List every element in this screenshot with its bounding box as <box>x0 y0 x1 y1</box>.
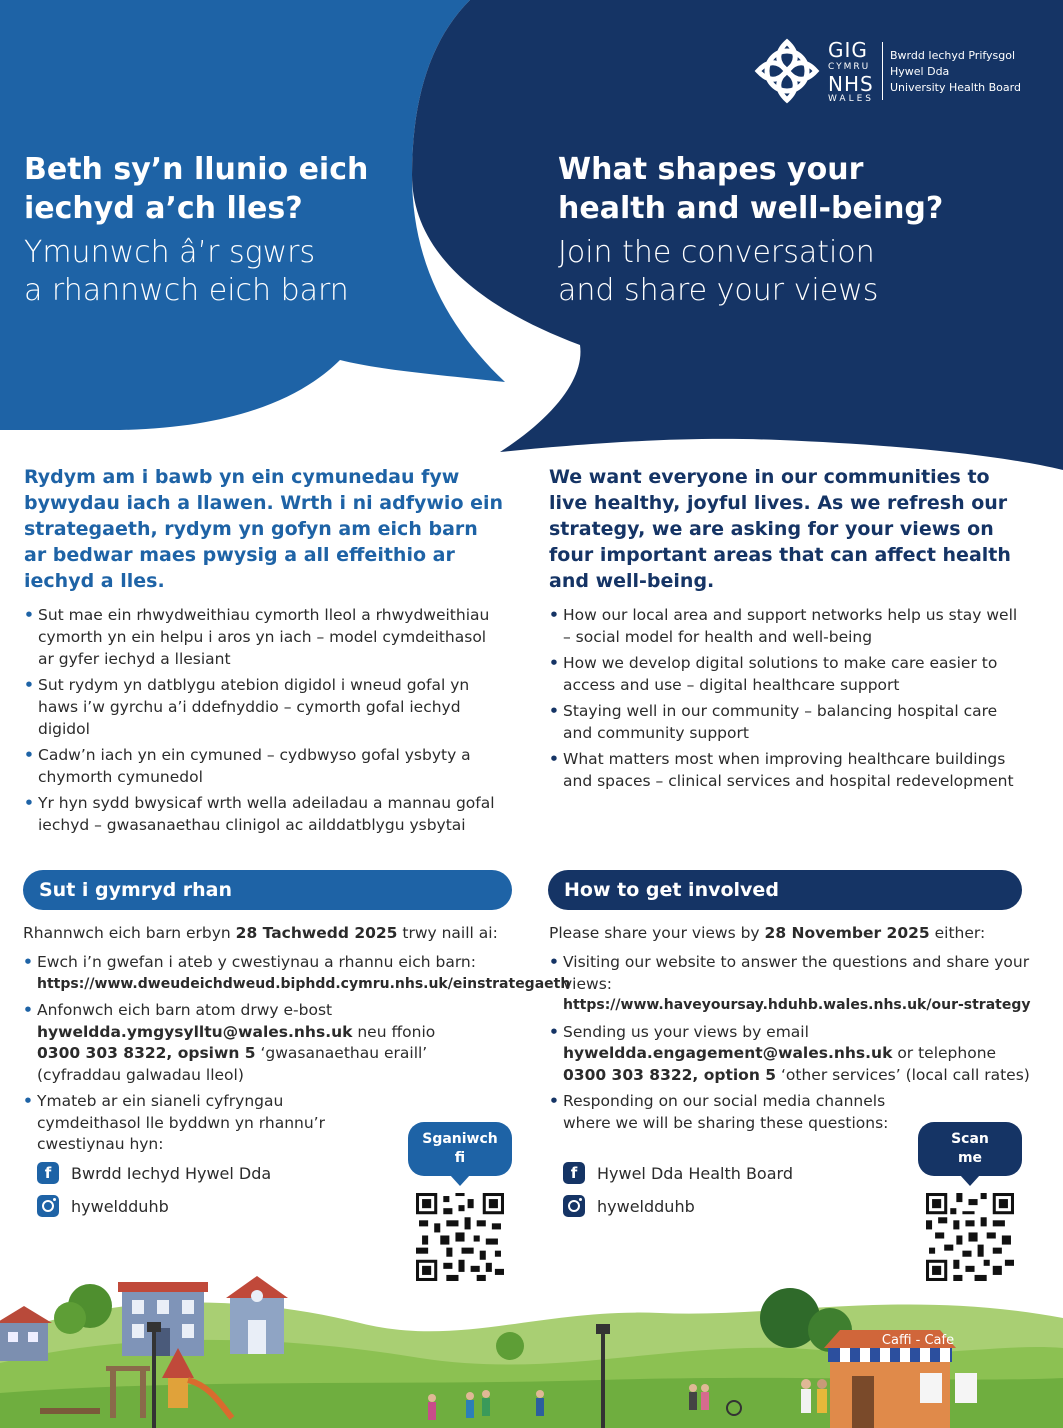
celtic-knot-icon <box>752 36 822 106</box>
focus-area-item: • Sut mae ein rhwydweithiau cymorth lleol a rhwydweithiau cymorth yn ein helpu i aros yn iach – model cymdeithasol ar gyfer iechyd a llesiant <box>24 604 504 670</box>
way-email <box>549 1022 1039 1087</box>
instagram-icon <box>37 1195 59 1217</box>
phone-number[interactable]: 0300 303 8322, option 5 <box>563 1065 777 1084</box>
focus-area-item: • Cadw’n iach yn ein cymuned – cydbwyso gofal ysbyty a chymorth cymunedol <box>24 744 504 788</box>
board-line: Bwrdd Iechyd Prifysgol <box>890 49 1016 62</box>
house-left <box>0 1306 52 1361</box>
welsh-title <box>24 150 384 228</box>
way-social <box>23 1091 353 1156</box>
subtitle-line: and share your views <box>558 273 879 308</box>
email-link[interactable]: hyweldda.ymgysylltu@wales.nhs.uk <box>37 1022 353 1041</box>
welsh-scan-bubble <box>408 1122 512 1176</box>
welsh-instagram-link[interactable] <box>37 1193 169 1219</box>
focus-area-item: • Staying well in our community – balancing hospital care and community support <box>549 700 1029 744</box>
way-text: • Responding on our social media channels where we will be sharing these questions: <box>563 1092 889 1132</box>
logo-wales: WALES <box>828 94 874 104</box>
community-illustration <box>0 1268 1063 1428</box>
lead-text: Rhannwch eich barn erbyn <box>23 924 236 942</box>
focus-area-item: • How our local area and support networks help us stay well – social model for health and well-being <box>549 604 1029 648</box>
way-text: • Anfonwch eich barn atom drwy e-bost <box>37 1001 333 1019</box>
lead-text: either: <box>929 924 986 942</box>
house-blue <box>118 1282 208 1356</box>
deadline-date: 28 November 2025 <box>764 924 930 942</box>
lead-text: trwy naill ai: <box>397 924 498 942</box>
subtitle-line: Ymunwch â’r sgwrs <box>24 235 316 270</box>
way-text: • Sending us your views by email <box>563 1022 809 1041</box>
welsh-subtitle <box>24 234 384 310</box>
english-facebook-link[interactable] <box>563 1160 793 1186</box>
tree <box>54 1302 86 1334</box>
english-focus-areas <box>549 604 1029 792</box>
focus-area-item: • Yr hyn sydd bwysicaf wrth wella adeiladau a mannau gofal iechyd – gwasanaethau clinigol ac ailddatblygu ysbytai <box>24 792 504 836</box>
english-intro: We want everyone in our communities to live healthy, joyful lives. As we refresh our strategy, we are asking for your views on four important areas that can affect health and well-being. <box>549 466 1011 592</box>
logo-cymru: CYMRU <box>828 62 871 72</box>
phone-number[interactable]: 0300 303 8322, opsiwn 5 <box>37 1044 256 1062</box>
way-text: or telephone <box>892 1044 997 1062</box>
way-website <box>549 952 1039 1017</box>
logo-divider <box>882 42 883 100</box>
welsh-intro: Rydym am i bawb yn ein cymunedau fyw bywydau iach a llawen. Wrth i ni adfywio ein strategaeth, rydym yn gofyn am eich barn ar bedwar maes pwysig a all effeithio ar iechyd a lles. <box>24 466 504 592</box>
facebook-icon: f <box>37 1162 59 1184</box>
board-line: University Health Board <box>890 81 1021 94</box>
english-involved-heading: How to get involved <box>548 870 1022 910</box>
hero-banner <box>0 0 1063 470</box>
nhs-logo <box>752 36 1032 108</box>
facebook-icon: f <box>563 1162 585 1184</box>
welsh-column <box>24 464 504 840</box>
focus-area-item: • How we develop digital solutions to make care easier to access and use – digital healthcare support <box>549 652 1029 696</box>
english-instagram-link[interactable] <box>563 1193 695 1219</box>
lead-text: Please share your views by <box>549 924 765 942</box>
way-email <box>23 1000 523 1086</box>
tree <box>496 1332 524 1360</box>
title-line: Beth sy’n llunio eich <box>24 152 369 187</box>
instagram-label: hyweldduhb <box>71 1196 169 1216</box>
english-scan-bubble <box>918 1122 1022 1176</box>
english-ways-to-respond <box>549 952 1039 1139</box>
logo-gig: GIG <box>828 38 868 62</box>
deadline-date: 28 Tachwedd 2025 <box>235 924 398 942</box>
scan-line: Scan <box>951 1131 989 1147</box>
way-text: neu ffonio <box>352 1022 436 1041</box>
welsh-involved-heading: Sut i gymryd rhan <box>23 870 512 910</box>
logo-board-name <box>890 48 1021 96</box>
focus-area-item: • Sut rydym yn datblygu atebion digidol i wneud gofal yn haws i’w gyrchu a’i ddefnyddio – cymorth gofal iechyd digidol <box>24 674 504 740</box>
website-link[interactable]: https://www.dweudeichdweud.biphdd.cymru.nhs.uk/einstrategaeth <box>37 975 571 992</box>
way-text: (cyfraddau galwadau lleol) <box>37 1065 244 1084</box>
logo-nhs: NHS <box>828 72 874 96</box>
title-line: What shapes your <box>558 152 864 187</box>
way-text: • Ymateb ar ein sianeli cyfryngau cymdeithasol lle byddwn yn rhannu’r cwestiynau hyn: <box>37 1092 325 1153</box>
way-text: • Visiting our website to answer the questions and share your views: <box>563 953 1030 993</box>
scan-line: me <box>957 1150 983 1166</box>
subtitle-line: Join the conversation <box>558 235 875 270</box>
facebook-label: Bwrdd Iechyd Hywel Dda <box>71 1163 272 1183</box>
house-small <box>226 1276 288 1354</box>
email-link[interactable]: hyweldda.engagement@wales.nhs.uk <box>563 1044 893 1062</box>
title-line: iechyd a’ch lles? <box>24 191 303 226</box>
cafe-sign: Caffi - Cafe <box>881 1333 955 1348</box>
board-line: Hywel Dda <box>890 65 950 78</box>
welsh-focus-areas <box>24 604 504 836</box>
welsh-deadline-text <box>23 922 498 944</box>
way-text: ‘other services’ (local call rates) <box>776 1065 1030 1084</box>
instagram-label: hyweldduhb <box>597 1196 695 1216</box>
way-text: ‘gwasanaethau eraill’ <box>255 1044 428 1062</box>
english-column <box>549 464 1029 796</box>
subtitle-line: a rhannwch eich barn <box>24 273 349 308</box>
english-subtitle <box>558 234 958 310</box>
english-deadline-text <box>549 922 985 944</box>
website-link[interactable]: https://www.haveyoursay.hduhb.wales.nhs.uk/our-strategy <box>563 997 1031 1013</box>
instagram-icon <box>563 1195 585 1217</box>
way-text: • Ewch i’n gwefan i ateb y cwestiynau a rhannu eich barn: <box>37 953 476 971</box>
title-line: health and well-being? <box>558 191 944 226</box>
way-website <box>23 952 571 995</box>
way-social <box>549 1091 899 1134</box>
scan-line: fi <box>454 1150 466 1166</box>
facebook-label: Hywel Dda Health Board <box>597 1163 793 1183</box>
focus-area-item: • What matters most when improving healthcare buildings and spaces – clinical services and hospital redevelopment <box>549 748 1029 792</box>
scan-line: Sganiwch <box>422 1131 498 1147</box>
welsh-facebook-link[interactable] <box>37 1160 271 1186</box>
english-title <box>558 150 958 228</box>
